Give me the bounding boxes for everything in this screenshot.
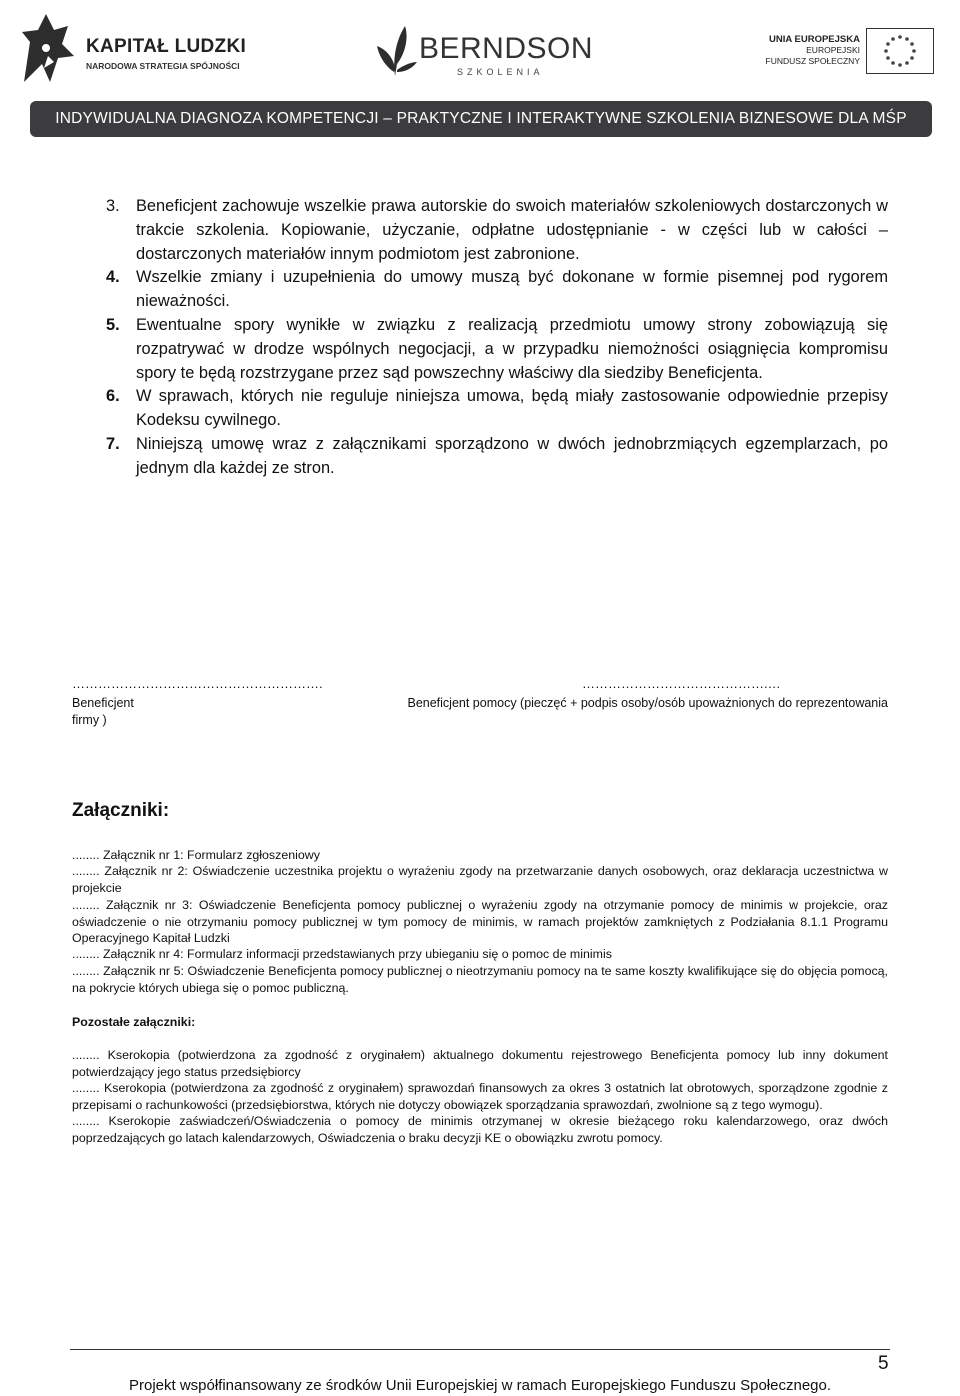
other-attachment-item: ........ Kserokopia (potwierdzona za zgodność z oryginałem) aktualnego dokumentu rejestrowego Beneficjenta pomocy lub inny dokument potwierdzający jego status przedsiębiorcy — [72, 1048, 888, 1079]
eu-stars-icon — [867, 29, 933, 73]
signature-label-left: Beneficjent — [72, 696, 134, 710]
clause-number: 5. — [106, 315, 120, 334]
kapital-ludzki-subtitle: NARODOWA STRATEGIA SPÓJNOŚCI — [86, 61, 240, 71]
clause-number: 4. — [106, 268, 120, 287]
clause-text: Wszelkie zmiany i uzupełnienia do umowy muszą być dokonane w formie pisemnej pod rygorem nieważności. — [136, 268, 888, 311]
eu-logo — [760, 26, 938, 78]
berndson-logo — [375, 22, 594, 82]
clause-7 — [106, 433, 888, 481]
signature-label-right-cont: firmy ) — [72, 713, 107, 727]
eu-line-3: FUNDUSZ SPOŁECZNY — [765, 56, 860, 66]
clause-3 — [106, 195, 888, 266]
clause-4 — [106, 266, 888, 314]
berndson-title: BERNDSON — [419, 32, 594, 65]
attachment-item: ........ Załącznik nr 4: Formularz informacji przedstawianych przy ubieganiu się o pomoc de minimis — [72, 947, 612, 961]
clause-6 — [106, 385, 888, 433]
signature-line-left: …………………………………………………. — [72, 676, 323, 691]
clause-5 — [106, 314, 888, 385]
footer-text: Projekt współfinansowany ze środków Unii Europejskiej w ramach Europejskiego Funduszu Społecznego. — [128, 1377, 832, 1394]
footer-divider — [70, 1349, 890, 1350]
attachment-item: ........ Załącznik nr 2: Oświadczenie uczestnika projektu o wyrażeniu zgody na przetwarzanie danych osobowych, oraz deklaracja uczestnictwa w projekcie — [72, 864, 888, 895]
clause-text: Niniejszą umowę wraz z załącznikami sporządzono w dwóch jednobrzmiących egzemplarzach, po jednym dla każdej ze stron. — [136, 434, 888, 477]
contract-clauses — [106, 195, 888, 481]
page-number: 5 — [878, 1353, 889, 1374]
page-header — [0, 0, 960, 160]
star-figure-icon — [20, 12, 80, 86]
kapital-ludzki-title: KAPITAŁ LUDZKI — [86, 36, 247, 57]
clause-text: W sprawach, których nie reguluje niniejsza umowa, będą miały zastosowanie odpowiednie przepisy Kodeksu cywilnego. — [136, 387, 888, 430]
clause-number: 7. — [106, 434, 120, 453]
kapital-ludzki-logo — [20, 12, 250, 86]
attachment-item: ........ Załącznik nr 3: Oświadczenie Beneficjenta pomocy publicznej o wyrażeniu zgody na otrzymanie pomocy de minimis w projekcie, oraz oświadczenie o nie otrzymaniu pomocy publicznej w tym pomocy de minimis, w ramach projektów zamkniętych z Podziałania 8.1.1 Programu Operacyjnego Kapitał Ludzki — [72, 898, 888, 946]
clause-number: 6. — [106, 387, 120, 406]
attachments-heading: Załączniki: — [72, 800, 170, 821]
other-attachment-item: ........ Kserokopie zaświadczeń/Oświadczenia o pomocy de minimis otrzymanej w okresie bieżącego roku kalendarzowego, oraz dwóch poprzedzających go latach kalendarzowych, Oświadczenia o braku decyzji KE o obowiązku zwrotu pomocy. — [72, 1114, 888, 1145]
eu-line-2: EUROPEJSKI — [806, 45, 860, 55]
project-banner: INDYWIDUALNA DIAGNOZA KOMPETENCJI – PRAKTYCZNE I INTERAKTYWNE SZKOLENIA BIZNESOWE DLA MŚP — [30, 101, 932, 137]
eu-flag-icon — [866, 28, 934, 74]
signature-line-right: …………………………………….… — [582, 676, 781, 691]
clause-text: Ewentualne spory wynikłe w związku z realizacją przedmiotu umowy strony zobowiązują się rozpatrywać w drodze wspólnych negocjacji, a w przypadku niemożności osiągnięcia kompromisu spory te będą rozstrzygane przez sąd powszechny właściwy dla siedziby Beneficjenta. — [136, 315, 888, 382]
other-attachment-item: ........ Kserokopia (potwierdzona za zgodność z oryginałem) sprawozdań finansowych za okres 3 ostatnich lat obrotowych, sporządzone zgodnie z przepisami o rachunkowości (przedsiębiorstwa, których nie dotyczy obowiązek sporządzania sprawozdań, zwolnione są z tego wymogu). — [72, 1081, 888, 1112]
clause-text: Beneficjent zachowuje wszelkie prawa autorskie do swoich materiałów szkoleniowych dostarczonych w trakcie szkolenia. Kopiowanie, użyczanie, odpłatne udostępnianie - w części lub w całości – dostarczonych materiałów innym podmiotom jest zabronione. — [136, 197, 888, 263]
attachment-item: ........ Załącznik nr 5: Oświadczenie Beneficjenta pomocy publicznej o nieotrzymaniu pomocy na te same koszty kwalifikujące się do objęcia pomocą, na pokrycie których ubiega się o pomoc publiczną. — [72, 964, 888, 995]
berndson-subtitle: SZKOLENIA — [457, 67, 544, 77]
eu-logo-text — [740, 34, 860, 67]
eu-line-1: UNIA EUROPEJSKA — [769, 34, 860, 45]
clause-number: 3. — [106, 197, 120, 215]
attachment-item: ........ Załącznik nr 1: Formularz zgłoszeniowy — [72, 848, 320, 862]
other-attachments-heading: Pozostałe załączniki: — [72, 1015, 196, 1029]
leaf-icon — [375, 22, 417, 78]
signature-label-right: Beneficjent pomocy (pieczęć + podpis osoby/osób upoważnionych do reprezentowania — [407, 696, 888, 710]
